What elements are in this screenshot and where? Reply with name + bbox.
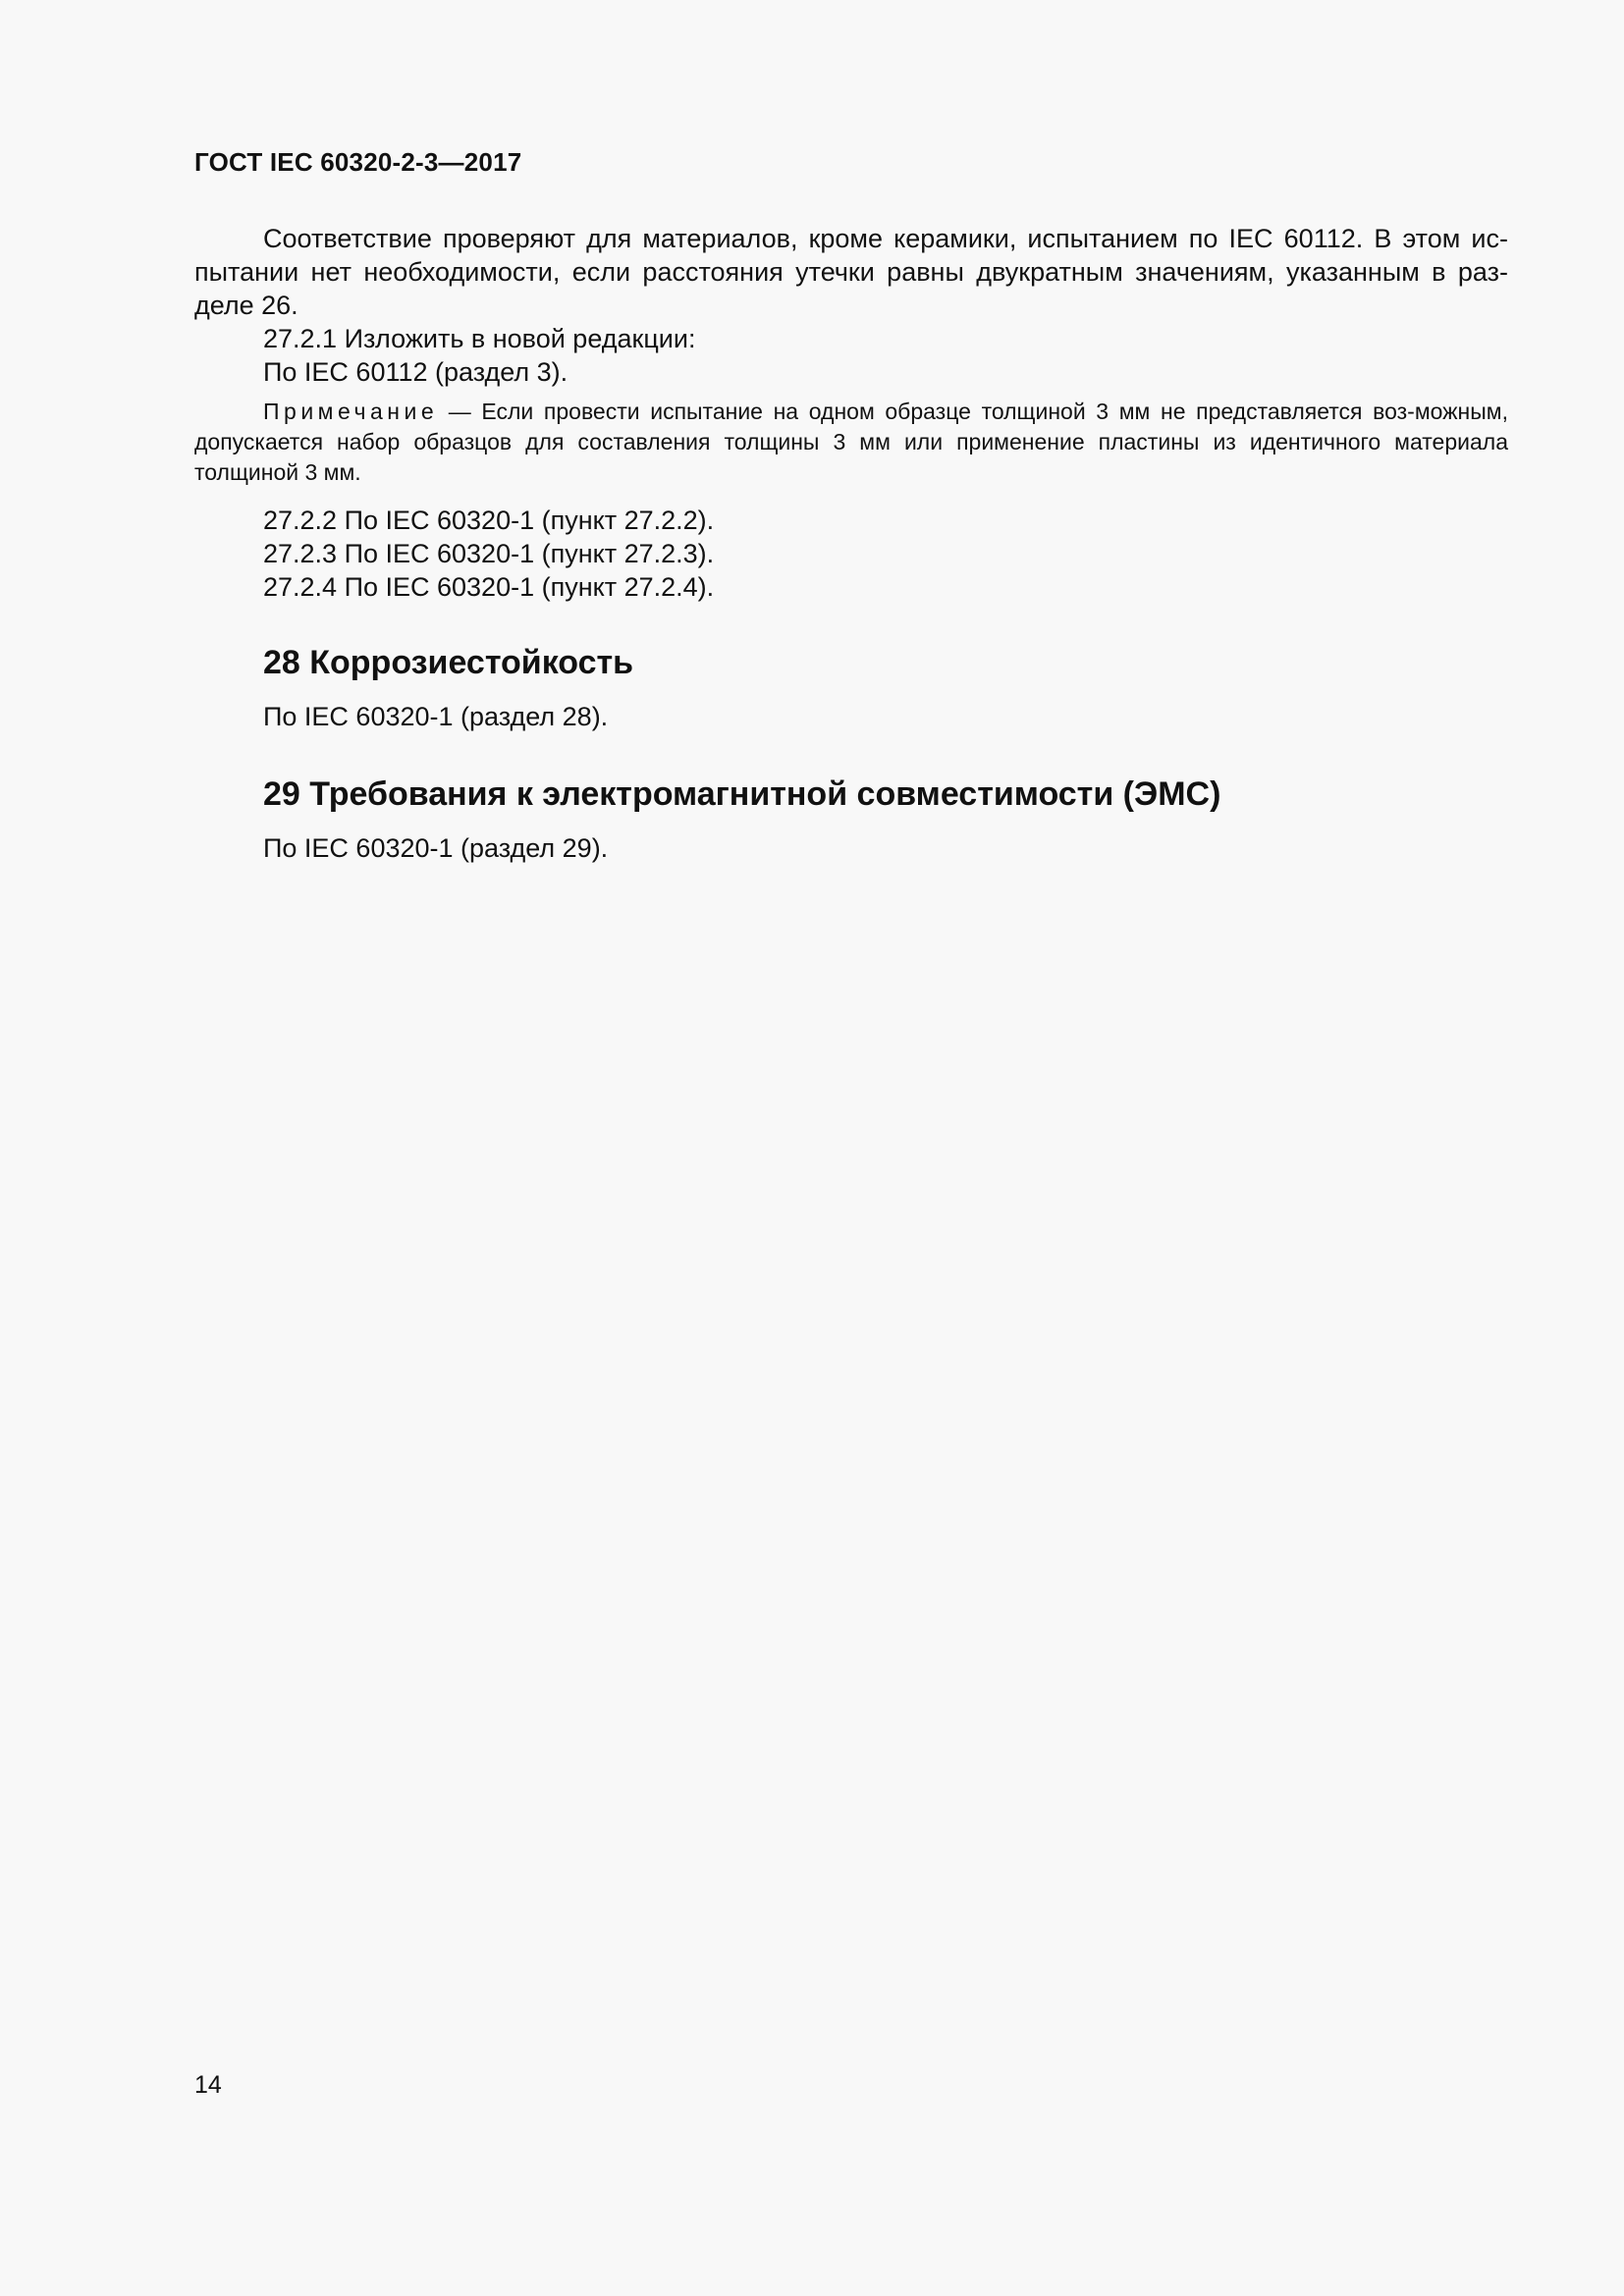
page-number: 14 bbox=[194, 2071, 222, 2099]
clause-27-2-2: 27.2.2 По IEC 60320-1 (пункт 27.2.2). bbox=[263, 506, 715, 535]
note-label: Примечание bbox=[263, 399, 439, 424]
document-code-header: ГОСТ IEC 60320-2-3—2017 bbox=[194, 147, 522, 177]
clause-27-2-3: 27.2.3 По IEC 60320-1 (пункт 27.2.3). bbox=[263, 539, 715, 568]
clause-27-2-1-text: По IEC 60112 (раздел 3). bbox=[263, 357, 568, 387]
compliance-paragraph: Соответствие проверяют для материалов, кроме керамики, испытанием по IEC 60112. В этом ис-пытании нет необходимости, если расстояния утечки равны двукратным значениям, указанным в раз-деле 26. bbox=[194, 224, 1508, 320]
note-dash: — bbox=[438, 399, 482, 424]
section-29-heading: 29 Требования к электромагнитной совместимости (ЭМС) bbox=[263, 775, 1221, 813]
section-28-text: По IEC 60320-1 (раздел 28). bbox=[263, 702, 609, 731]
section-29-text: По IEC 60320-1 (раздел 29). bbox=[263, 833, 609, 863]
clause-27-2-1: 27.2.1 Изложить в новой редакции: bbox=[263, 324, 696, 353]
section-28-heading: 28 Коррозиестойкость bbox=[263, 644, 634, 681]
note-paragraph bbox=[194, 397, 1508, 488]
note-text: Если провести испытание на одном образце толщиной 3 мм не представляется воз-можным, допускается набор образцов для составления толщины 3 мм или применение пластины из идентичного материала толщиной 3 мм. bbox=[194, 399, 1508, 485]
clause-27-2-4: 27.2.4 По IEC 60320-1 (пункт 27.2.4). bbox=[263, 572, 715, 602]
document-body bbox=[194, 222, 1508, 865]
